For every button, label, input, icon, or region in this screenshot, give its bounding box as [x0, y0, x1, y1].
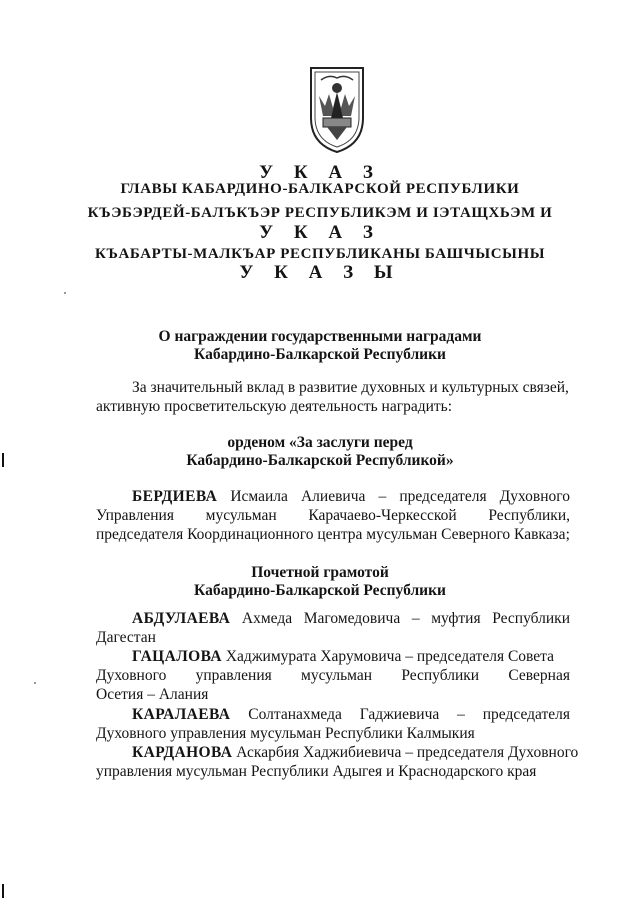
- awardee-berdiev: [96, 487, 570, 544]
- awardee-gatsalov-line3: Осетия – Алания: [96, 686, 209, 703]
- word: председателя: [482, 706, 570, 723]
- ukaz-heading-kab: У К А З: [259, 222, 381, 243]
- word: –: [457, 706, 465, 723]
- awardee-surname: ГАЦАЛОВА: [132, 648, 222, 665]
- header-line-ru: ГЛАВЫ КАБАРДИНО-БАЛКАРСКОЙ РЕСПУБЛИКИ: [120, 181, 520, 197]
- decree-title-line1: О награждении государственными наградами: [158, 328, 482, 345]
- awardee-kardanov-line2: управления мусульман Республики Адыгея и Краснодарского края: [96, 763, 537, 780]
- awardee-abdulaev: [96, 609, 570, 647]
- scan-edge-mark: [2, 453, 4, 467]
- awardee-details: Хаджимурата Харумовича – председателя Совета: [221, 648, 554, 665]
- word: Солтанахмеда: [248, 706, 342, 723]
- word: Духовного: [96, 667, 167, 684]
- awardee-surname: КАРДАНОВА: [132, 744, 233, 761]
- eagle-shield-icon: [297, 66, 377, 154]
- coat-of-arms-emblem: [297, 66, 377, 154]
- awardee-details: Аскарбия Хаджибиевича – председателя Духовного: [232, 744, 579, 761]
- order-heading-line2: Кабардино-Балкарской Республикой»: [186, 452, 454, 469]
- intro-line2: активную просветительскую деятельность наградить:: [96, 398, 453, 415]
- word: Республики: [401, 667, 480, 684]
- awardee-gatsalov-line2: [96, 667, 570, 685]
- ukaz-heading-ru: У К А З: [259, 162, 381, 183]
- awardee-karalaev-line2: Духовного управления мусульман Республики Калмыкия: [96, 725, 475, 742]
- awardee-kardanov: [132, 744, 579, 762]
- order-heading-line1: орденом «За заслуги перед: [227, 434, 413, 451]
- awardee-details: Ахмеда Магомедовича – муфтия Республики Дагестан: [96, 610, 570, 646]
- ukazy-heading: У К А З Ы: [239, 262, 401, 283]
- header-line-bal: КЪАБАРТЫ-МАЛКЪАР РЕСПУБЛИКАНЫ БАШЧЫСЫНЫ: [94, 246, 546, 262]
- word: управления: [195, 667, 272, 684]
- word: Гаджиевича: [359, 706, 440, 723]
- word: мусульман: [301, 667, 373, 684]
- awardee-surname: КАРАЛАЕВА: [132, 706, 231, 723]
- scan-edge-mark: [2, 884, 4, 898]
- awardee-surname: АБДУЛАЕВА: [132, 610, 231, 627]
- diploma-heading-line2: Кабардино-Балкарской Республики: [194, 582, 446, 599]
- scan-speck: [34, 682, 36, 684]
- header-line-kab: КЪЭБЭРДЕЙ-БАЛЪКЪЭР РЕСПУБЛИКЭМ И ІЭТАЩХЬЭМ И: [87, 205, 553, 221]
- decree-title-line2: Кабардино-Балкарской Республики: [194, 346, 446, 363]
- awardee-karalaev: [132, 706, 570, 724]
- awardee-gatsalov: [132, 648, 570, 666]
- intro-line1: За значительный вклад в развитие духовных и культурных связей,: [132, 379, 569, 396]
- awardee-details: Исмаила Алиевича – председателя Духовного Управления мусульман Карачаево-Черкесской Республики, председателя Координационного центра мусульман Северного Кавказа;: [96, 488, 570, 543]
- diploma-heading-line1: Почетной грамотой: [251, 564, 389, 581]
- awardee-surname: БЕРДИЕВА: [132, 488, 218, 505]
- scan-speck: [64, 292, 66, 294]
- word: Северная: [508, 667, 570, 684]
